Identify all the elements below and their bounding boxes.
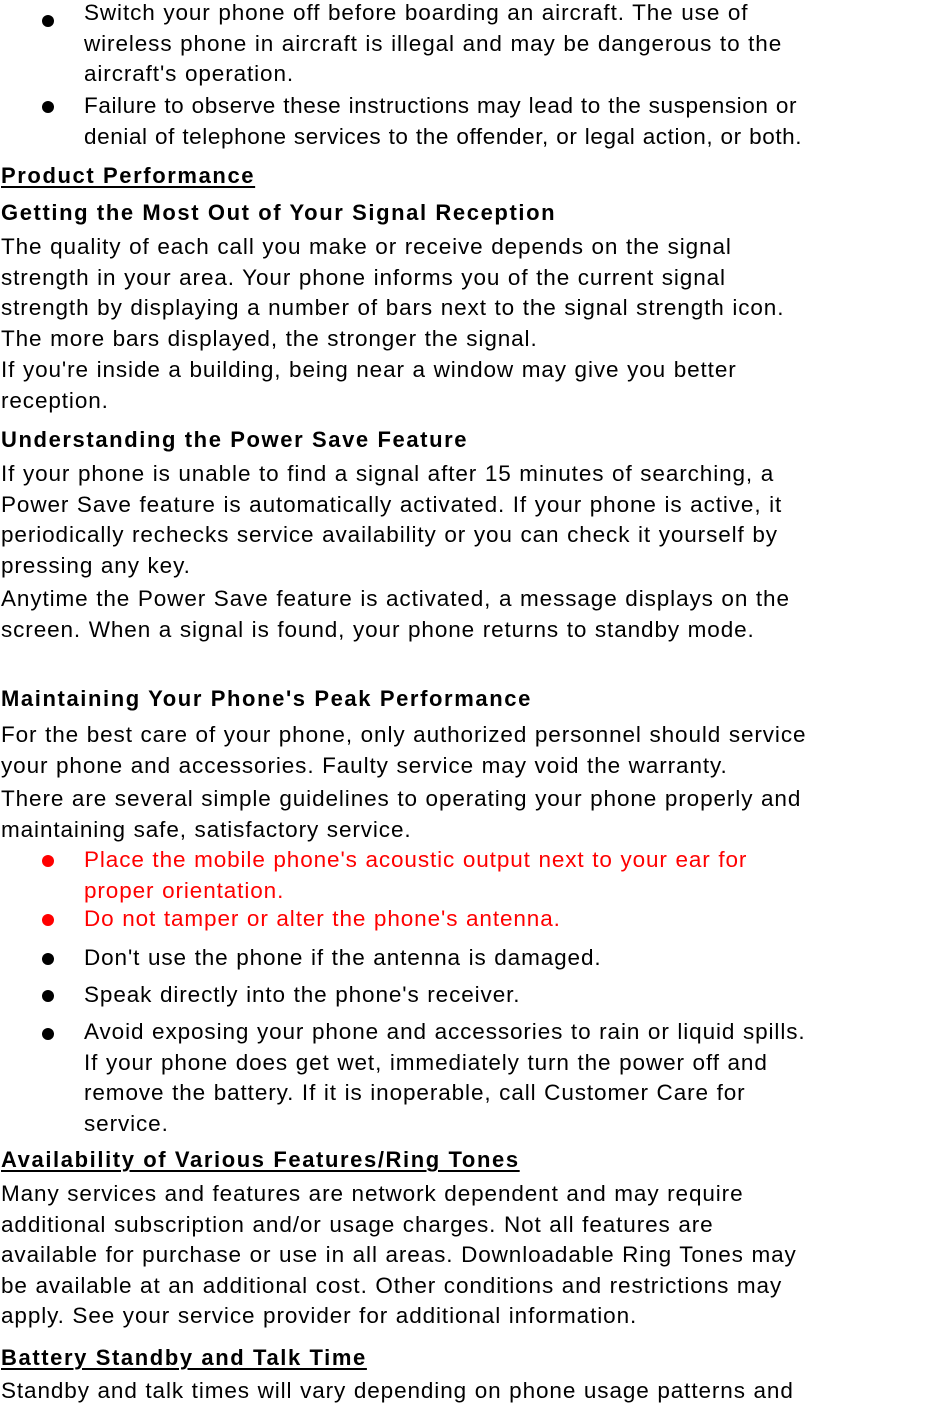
subheading-signal: Getting the Most Out of Your Signal Reception bbox=[1, 200, 557, 225]
text-line: The more bars displayed, the stronger the signal. bbox=[1, 325, 538, 351]
text-line: reception. bbox=[1, 387, 109, 413]
text-line: Power Save feature is automatically activated. If your phone is active, it bbox=[1, 491, 783, 517]
text-line: If your phone is unable to find a signal after 15 minutes of searching, a bbox=[1, 461, 775, 486]
text-line: Anytime the Power Save feature is activated, a message displays on the bbox=[1, 586, 790, 611]
text-line: strength in your area. Your phone informs you of the current signal bbox=[1, 264, 726, 290]
text-line: maintaining safe, satisfactory service. bbox=[1, 816, 412, 842]
text-line: Speak directly into the phone's receiver. bbox=[84, 982, 521, 1007]
subheading-power-save: Understanding the Power Save Feature bbox=[1, 427, 469, 452]
paragraph-signal-1 bbox=[1, 232, 945, 354]
bullet-aircraft bbox=[84, 0, 945, 90]
bullet-dot bbox=[42, 953, 54, 965]
text-line: Failure to observe these instructions may lead to the suspension or bbox=[84, 93, 798, 118]
text-line: screen. When a signal is found, your phone returns to standby mode. bbox=[1, 616, 755, 642]
text-line: Avoid exposing your phone and accessories to rain or liquid spills. bbox=[84, 1019, 806, 1044]
bullet-acoustic-output bbox=[84, 845, 945, 906]
bullet-dot bbox=[42, 990, 54, 1002]
text-line: Standby and talk times will vary depending on phone usage patterns and bbox=[1, 1378, 794, 1403]
text-line: If you're inside a building, being near a window may give you better bbox=[1, 357, 737, 382]
text-line: Many services and features are network dependent and may require bbox=[1, 1181, 744, 1206]
text-line: If your phone does get wet, immediately turn the power off and bbox=[84, 1049, 768, 1075]
section-heading-availability: Availability of Various Features/Ring Tones bbox=[1, 1147, 520, 1172]
text-line: Don't use the phone if the antenna is damaged. bbox=[84, 945, 602, 970]
bullet-avoid-exposing bbox=[84, 1017, 945, 1139]
text-line: be available at an additional cost. Other conditions and restrictions may bbox=[1, 1272, 783, 1298]
text-line: apply. See your service provider for additional information. bbox=[1, 1303, 638, 1328]
text-line: Do not tamper or alter the phone's antenna. bbox=[84, 906, 561, 931]
paragraph-signal-2 bbox=[1, 355, 945, 416]
text-line: There are several simple guidelines to operating your phone properly and bbox=[1, 786, 802, 811]
text-line: For the best care of your phone, only authorized personnel should service bbox=[1, 722, 807, 747]
bullet-dot bbox=[42, 1028, 54, 1040]
text-line: pressing any key. bbox=[1, 552, 191, 578]
text-line: service. bbox=[84, 1110, 169, 1136]
paragraph-maintaining-2 bbox=[1, 784, 945, 845]
bullet-antenna-tamper bbox=[84, 904, 945, 935]
bullet-dot bbox=[42, 15, 54, 27]
bullet-dot bbox=[42, 914, 54, 926]
paragraph-maintaining-1 bbox=[1, 720, 945, 781]
text-line: your phone and accessories. Faulty service may void the warranty. bbox=[1, 752, 728, 778]
text-line: aircraft's operation. bbox=[84, 61, 295, 86]
bullet-dot bbox=[42, 101, 54, 113]
text-line: available for purchase or use in all areas. Downloadable Ring Tones may bbox=[1, 1242, 797, 1267]
section-heading-product-performance: Product Performance bbox=[1, 163, 256, 188]
paragraph-availability bbox=[1, 1179, 945, 1332]
text-line: remove the battery. If it is inoperable, call Customer Care for bbox=[84, 1080, 746, 1105]
text-line: wireless phone in aircraft is illegal and may be dangerous to the bbox=[84, 30, 783, 56]
bullet-failure bbox=[84, 91, 945, 152]
bullet-dot bbox=[42, 855, 54, 867]
subheading-maintaining: Maintaining Your Phone's Peak Performance bbox=[1, 686, 532, 711]
paragraph-power-save-2 bbox=[1, 584, 945, 645]
text-line: Switch your phone off before boarding an aircraft. The use of bbox=[84, 0, 749, 25]
bullet-antenna-damaged bbox=[84, 943, 945, 974]
bullet-speak-directly bbox=[84, 980, 945, 1011]
text-line: Place the mobile phone's acoustic output next to your ear for bbox=[84, 847, 748, 872]
text-line: The quality of each call you make or receive depends on the signal bbox=[1, 234, 732, 259]
text-line: proper orientation. bbox=[84, 877, 285, 903]
paragraph-battery bbox=[1, 1376, 945, 1407]
text-line: denial of telephone services to the offender, or legal action, or both. bbox=[84, 123, 803, 149]
text-line: additional subscription and/or usage charges. Not all features are bbox=[1, 1211, 714, 1237]
section-heading-battery: Battery Standby and Talk Time bbox=[1, 1345, 367, 1370]
text-line: strength by displaying a number of bars next to the signal strength icon. bbox=[1, 295, 785, 320]
paragraph-power-save-1 bbox=[1, 459, 945, 581]
text-line: periodically rechecks service availability or you can check it yourself by bbox=[1, 522, 778, 547]
